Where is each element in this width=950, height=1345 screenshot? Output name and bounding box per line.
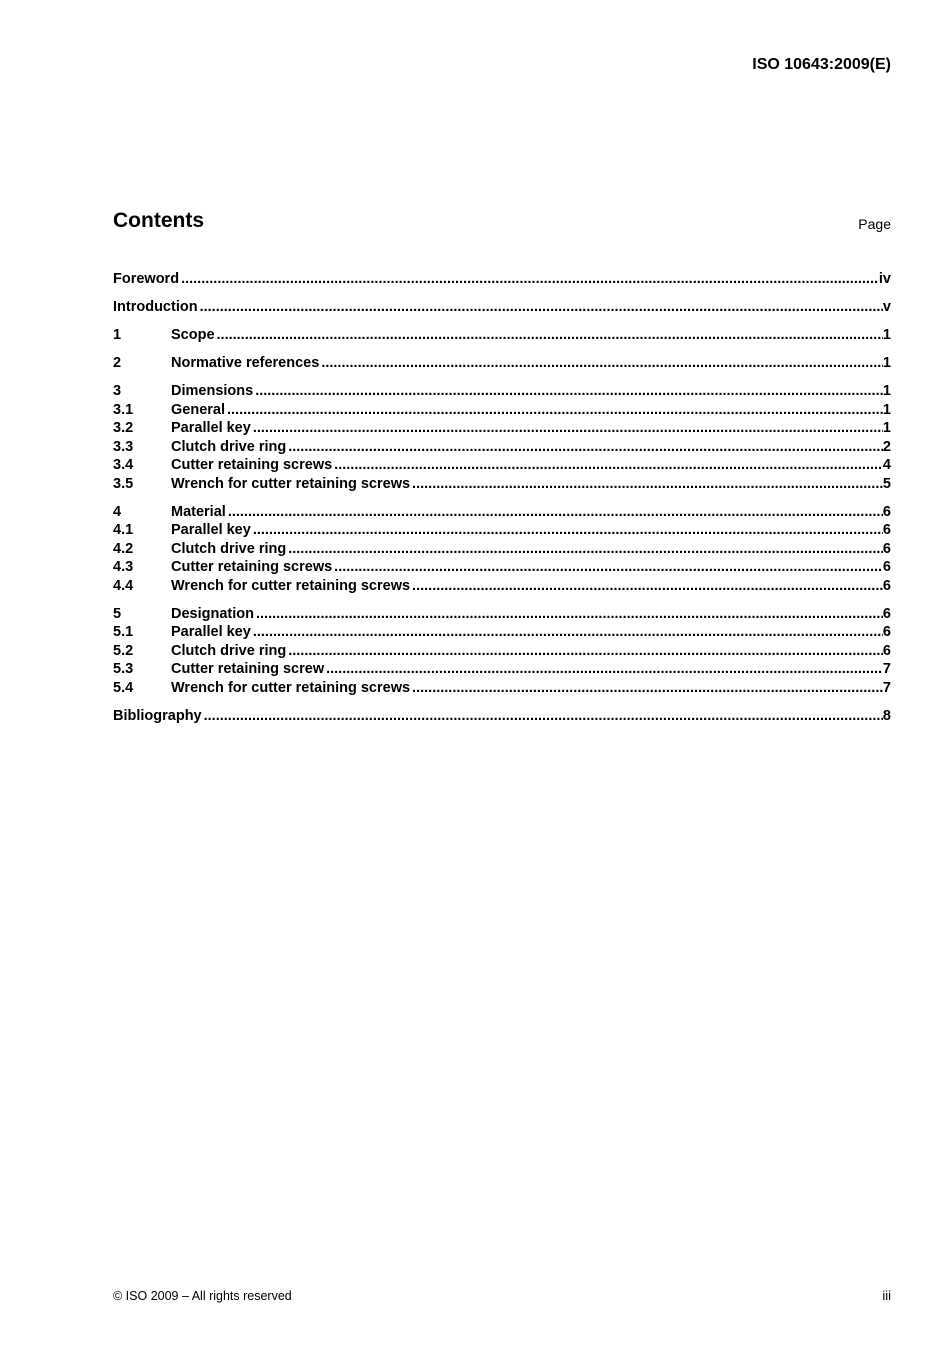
toc-entry-page: 6	[882, 577, 891, 594]
toc-entry[interactable]	[113, 540, 891, 559]
toc-entry-page: 1	[882, 383, 891, 399]
toc-entry-title: Clutch drive ring	[171, 540, 287, 557]
toc-dot-leader	[225, 401, 883, 420]
toc-entry[interactable]	[113, 354, 891, 373]
toc-group	[113, 354, 891, 373]
toc-entry[interactable]	[113, 438, 891, 457]
toc-entry-page: 8	[882, 707, 891, 724]
toc-entry-page: 6	[882, 540, 891, 557]
toc-entry-page: 6	[882, 559, 891, 575]
table-of-contents	[113, 270, 891, 735]
toc-entry-page: 1	[882, 327, 891, 343]
toc-dot-leader	[410, 577, 883, 596]
toc-entry[interactable]	[113, 503, 891, 522]
toc-entry-number: 3.4	[113, 457, 134, 473]
toc-group	[113, 503, 891, 596]
toc-entry-number: 3.3	[113, 438, 134, 455]
toc-group	[113, 605, 891, 698]
toc-entry[interactable]	[113, 642, 891, 661]
toc-entry[interactable]	[113, 623, 891, 642]
toc-dot-leader	[319, 354, 883, 373]
toc-entry[interactable]	[113, 419, 891, 438]
footer-page-number: iii	[882, 1288, 891, 1303]
toc-entry-number: 4.4	[113, 577, 134, 594]
toc-entry-title: General	[171, 401, 225, 418]
toc-entry-page: 1	[882, 401, 891, 418]
toc-entry-number: 4.2	[113, 540, 134, 557]
toc-entry[interactable]	[113, 456, 891, 475]
toc-entry[interactable]	[113, 521, 891, 540]
toc-dot-leader	[332, 456, 883, 475]
toc-entry-number: 2	[113, 355, 122, 371]
toc-group	[113, 707, 891, 726]
toc-dot-leader	[332, 558, 883, 577]
toc-entry-page: 6	[882, 624, 891, 640]
toc-entry-title: Cutter retaining screws	[171, 457, 333, 473]
toc-entry-number: 5	[113, 605, 122, 622]
contents-heading: Contents	[113, 209, 204, 232]
toc-dot-leader	[410, 475, 883, 494]
toc-dot-leader	[410, 679, 883, 698]
toc-entry-title: Foreword	[113, 271, 180, 287]
toc-dot-leader	[226, 503, 883, 522]
page-column-label: Page	[858, 216, 891, 232]
toc-entry-title: Bibliography	[113, 707, 202, 724]
toc-entry[interactable]	[113, 605, 891, 624]
toc-entry-page: 7	[882, 661, 891, 677]
toc-group	[113, 270, 891, 289]
toc-entry-title: Designation	[171, 605, 254, 622]
toc-entry-title: Clutch drive ring	[171, 438, 287, 455]
toc-entry-title: Material	[171, 503, 226, 520]
toc-entry-page: 6	[882, 503, 891, 520]
toc-entry-page: 1	[882, 420, 891, 436]
toc-entry-page: 7	[882, 679, 891, 696]
toc-entry[interactable]	[113, 660, 891, 679]
toc-entry-page: 6	[882, 522, 891, 538]
toc-entry-title: Dimensions	[171, 383, 254, 399]
toc-entry-page: 6	[882, 642, 891, 659]
toc-dot-leader	[202, 707, 883, 726]
toc-dot-leader	[286, 642, 883, 661]
toc-dot-leader	[215, 326, 883, 345]
toc-entry-page: 6	[882, 605, 891, 622]
toc-entry[interactable]	[113, 577, 891, 596]
toc-entry-title: Parallel key	[171, 522, 251, 538]
toc-group	[113, 326, 891, 345]
toc-dot-leader	[253, 382, 883, 401]
toc-entry-title: Cutter retaining screw	[171, 661, 325, 677]
toc-dot-leader	[254, 605, 883, 624]
toc-entry[interactable]	[113, 326, 891, 345]
toc-entry-title: Wrench for cutter retaining screws	[171, 475, 411, 492]
toc-entry[interactable]	[113, 401, 891, 420]
toc-entry-page: v	[882, 299, 891, 315]
toc-entry-number: 5.2	[113, 642, 134, 659]
toc-dot-leader	[286, 438, 883, 457]
toc-entry-number: 3	[113, 383, 122, 399]
toc-dot-leader	[179, 270, 879, 289]
toc-entry-page: 4	[882, 457, 891, 473]
toc-entry-number: 5.4	[113, 679, 134, 696]
toc-entry[interactable]	[113, 298, 891, 317]
toc-entry-number: 4.3	[113, 559, 134, 575]
toc-entry[interactable]	[113, 707, 891, 726]
toc-entry-number: 4	[113, 503, 122, 520]
toc-entry-number: 3.5	[113, 475, 134, 492]
toc-entry-page: 2	[882, 438, 891, 455]
toc-entry-page: 5	[882, 475, 891, 492]
toc-entry-number: 5.1	[113, 624, 134, 640]
toc-entry-title: Scope	[171, 327, 215, 343]
toc-entry-page: iv	[878, 271, 891, 287]
toc-group	[113, 382, 891, 493]
toc-group	[113, 298, 891, 317]
toc-entry-title: Wrench for cutter retaining screws	[171, 577, 411, 594]
toc-entry-title: Normative references	[171, 355, 320, 371]
toc-entry-title: Introduction	[113, 299, 198, 315]
toc-entry-title: Clutch drive ring	[171, 642, 287, 659]
toc-entry-title: Parallel key	[171, 624, 251, 640]
toc-dot-leader	[251, 623, 883, 642]
toc-dot-leader	[324, 660, 883, 679]
toc-entry-page: 1	[882, 355, 891, 371]
footer-copyright: © ISO 2009 – All rights reserved	[113, 1289, 292, 1303]
page-header-code: ISO 10643:2009(E)	[752, 56, 891, 73]
toc-entry-number: 4.1	[113, 522, 134, 538]
toc-dot-leader	[286, 540, 883, 559]
toc-entry[interactable]	[113, 382, 891, 401]
toc-dot-leader	[251, 419, 883, 438]
toc-dot-leader	[251, 521, 883, 540]
toc-entry-title: Wrench for cutter retaining screws	[171, 679, 411, 696]
toc-entry-title: Cutter retaining screws	[171, 559, 333, 575]
toc-entry[interactable]	[113, 679, 891, 698]
toc-entry-title: Parallel key	[171, 420, 251, 436]
toc-entry-number: 3.1	[113, 401, 134, 418]
toc-entry[interactable]	[113, 558, 891, 577]
toc-entry[interactable]	[113, 270, 891, 289]
toc-entry-number: 5.3	[113, 661, 134, 677]
toc-entry-number: 3.2	[113, 420, 134, 436]
toc-entry[interactable]	[113, 475, 891, 494]
toc-entry-number: 1	[113, 327, 122, 343]
toc-dot-leader	[198, 298, 883, 317]
